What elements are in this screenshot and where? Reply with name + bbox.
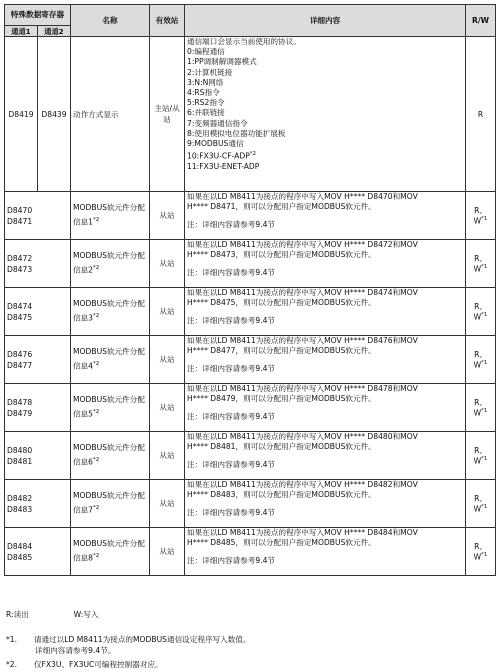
footnote-ref: *1 bbox=[481, 552, 488, 559]
footnote-ref: *1 bbox=[481, 312, 488, 319]
details-line: 如果在以LD M8411为接点的程序中写入MOV H**** D8482和MOV bbox=[187, 480, 418, 489]
rw-value: R bbox=[466, 37, 496, 192]
register-name: MODBUS软元件分配信息6$^{*2}$ bbox=[71, 432, 150, 480]
register-name: MODBUS软元件分配信息4$^{*2}$ bbox=[71, 336, 150, 384]
table-row bbox=[5, 192, 496, 240]
rw-value: R、$W^{*1}$ bbox=[466, 432, 496, 480]
footnote-1 bbox=[6, 634, 251, 645]
table-header-row bbox=[5, 5, 496, 26]
table-row bbox=[5, 288, 496, 336]
footnote-ref: *2 bbox=[249, 151, 257, 158]
details-line: H**** D8475，则可以分配用户指定MODBUS软元件。 bbox=[187, 298, 376, 308]
rw-value: R、$W^{*1}$ bbox=[466, 528, 496, 576]
details-line: 10:FX3U-CF-ADP$^{*2}$ bbox=[187, 151, 257, 161]
details-line: 7:变频器通信指令 bbox=[187, 118, 248, 128]
details-line: H**** D8483，则可以分配用户指定MODBUS软元件。 bbox=[187, 490, 376, 500]
register-ch1: D8480 bbox=[7, 445, 33, 455]
register-name: 动作方式显示 bbox=[71, 37, 150, 192]
details-note: 注：详细内容请参考9.4节 bbox=[187, 220, 276, 230]
details-line: 2:计算机链接 bbox=[187, 67, 233, 77]
details-line: 如果在以LD M8411为接点的程序中写入MOV H**** D8472和MOV bbox=[187, 240, 418, 249]
footnote-ref: *1 bbox=[481, 504, 488, 511]
register-ch1: D8476 bbox=[7, 349, 33, 359]
footnote-ref: *2 bbox=[93, 505, 100, 512]
register-ch2: D8483 bbox=[7, 504, 33, 514]
valid-station: 从站 bbox=[150, 432, 185, 480]
table-row bbox=[5, 37, 496, 192]
details-cell bbox=[185, 192, 466, 240]
register-ch1: D8478 bbox=[7, 397, 33, 407]
register-pair bbox=[5, 384, 71, 432]
header-name: 名称 bbox=[71, 5, 150, 37]
footnote-ref: *2 bbox=[93, 457, 100, 464]
details-note: 注：详细内容请参考9.4节 bbox=[187, 268, 276, 278]
register-pair bbox=[5, 480, 71, 528]
header-channel-2: 通道2 bbox=[38, 26, 71, 37]
register-ch2: D8485 bbox=[7, 552, 33, 562]
rw-value: R、$W^{*1}$ bbox=[466, 384, 496, 432]
rw-value: R、$W^{*1}$ bbox=[466, 192, 496, 240]
details-line: 8:使用模拟电位器功能扩展板 bbox=[187, 128, 286, 138]
register-ch1: D8474 bbox=[7, 301, 33, 311]
details-line: H**** D8485，则可以分配用户指定MODBUS软元件。 bbox=[187, 538, 376, 548]
register-name: MODBUS软元件分配信息1$^{*2}$ bbox=[71, 192, 150, 240]
details-line: 如果在以LD M8411为接点的程序中写入MOV H**** D8478和MOV bbox=[187, 384, 418, 393]
footnote-ref: *2 bbox=[93, 553, 100, 560]
rw-value: R、$W^{*1}$ bbox=[466, 288, 496, 336]
footnote-ref: *1 bbox=[481, 360, 488, 367]
details-line: 如果在以LD M8411为接点的程序中写入MOV H**** D8480和MOV bbox=[187, 432, 418, 441]
valid-station: 从站 bbox=[150, 288, 185, 336]
register-name: MODBUS软元件分配信息7$^{*2}$ bbox=[71, 480, 150, 528]
valid-station: 主站/从站 bbox=[150, 37, 185, 192]
details-note: 注：详细内容请参考9.4节 bbox=[187, 460, 276, 470]
details-cell bbox=[185, 384, 466, 432]
details-line: 9:MODBUS通信 bbox=[187, 139, 244, 149]
footnote-1-cont bbox=[35, 645, 115, 656]
details-note: 注：详细内容请参考9.4节 bbox=[187, 364, 276, 374]
details-cell bbox=[185, 336, 466, 384]
register-pair bbox=[5, 336, 71, 384]
register-name: MODBUS软元件分配信息2$^{*2}$ bbox=[71, 240, 150, 288]
register-ch2: D8479 bbox=[7, 408, 33, 418]
details-line: 如果在以LD M8411为接点的程序中写入MOV H**** D8484和MOV bbox=[187, 528, 418, 537]
special-register-table bbox=[4, 4, 496, 576]
footnote-ref: *2 bbox=[93, 265, 100, 272]
footnote-ref: *1 bbox=[481, 408, 488, 415]
details-line: 通信端口会显示当前使用的协议。 bbox=[187, 37, 301, 46]
rw-value: R、$W^{*1}$ bbox=[466, 480, 496, 528]
table-row bbox=[5, 240, 496, 288]
table-row bbox=[5, 480, 496, 528]
details-line: 如果在以LD M8411为接点的程序中写入MOV H**** D8476和MOV bbox=[187, 336, 418, 345]
table-row bbox=[5, 528, 496, 576]
details-line: 1:PP调制解调器模式 bbox=[187, 57, 257, 67]
register-name: MODBUS软元件分配信息3$^{*2}$ bbox=[71, 288, 150, 336]
register-ch1: D8482 bbox=[7, 493, 33, 503]
footnote-ref: *1 bbox=[481, 456, 488, 463]
table-row bbox=[5, 432, 496, 480]
header-rw: R/W bbox=[466, 5, 496, 37]
details-line: 4:RS指令 bbox=[187, 88, 220, 98]
valid-station: 从站 bbox=[150, 528, 185, 576]
details-line: H**** D8471，则可以分配用户指定MODBUS软元件。 bbox=[187, 202, 376, 212]
details-line: H**** D8479，则可以分配用户指定MODBUS软元件。 bbox=[187, 394, 376, 404]
valid-station: 从站 bbox=[150, 384, 185, 432]
footnote-ref: *2 bbox=[93, 217, 100, 224]
details-cell bbox=[185, 240, 466, 288]
footnote-2 bbox=[6, 659, 163, 670]
register-name: MODBUS软元件分配信息5$^{*2}$ bbox=[71, 384, 150, 432]
footnote-mark: *2. bbox=[6, 660, 18, 669]
details-note: 注：详细内容请参考9.4节 bbox=[187, 508, 276, 518]
details-line: H**** D8477，则可以分配用户指定MODBUS软元件。 bbox=[187, 346, 376, 356]
details-note: 注：详细内容请参考9.4节 bbox=[187, 316, 276, 326]
footnote-ref: *2 bbox=[93, 409, 100, 416]
register-ch2: D8477 bbox=[7, 360, 33, 370]
details-line: 如果在以LD M8411为接点的程序中写入MOV H**** D8474和MOV bbox=[187, 288, 418, 297]
register-ch2: D8481 bbox=[7, 456, 33, 466]
rw-value: R、$W^{*1}$ bbox=[466, 336, 496, 384]
register-ch1: D8470 bbox=[7, 205, 33, 215]
details-cell bbox=[185, 288, 466, 336]
legend-read: R:读出 bbox=[6, 610, 29, 619]
valid-station: 从站 bbox=[150, 336, 185, 384]
footnote-ref: *1 bbox=[481, 216, 488, 223]
details-cell bbox=[185, 528, 466, 576]
details-note: 注：详细内容请参考9.4节 bbox=[187, 556, 276, 566]
header-special-register: 特殊数据寄存器 bbox=[5, 5, 71, 26]
legend bbox=[6, 609, 98, 620]
footnote-text: 仅FX3U、FX3UC可编程控制器对应。 bbox=[33, 660, 163, 669]
register-pair bbox=[5, 432, 71, 480]
details-line: 11:FX3U-ENET-ADP bbox=[187, 161, 260, 171]
register-ch1: D8419 bbox=[5, 37, 38, 192]
valid-station: 从站 bbox=[150, 240, 185, 288]
footnote-text: 详细内容请参考9.4节。 bbox=[35, 646, 116, 655]
register-ch1: D8484 bbox=[7, 541, 33, 551]
details-line: H**** D8481，则可以分配用户指定MODBUS软元件。 bbox=[187, 442, 376, 452]
details-cell bbox=[185, 432, 466, 480]
register-ch1: D8472 bbox=[7, 253, 33, 263]
footnote-text: 请通过以LD M8411为接点的MODBUS通信设定程序写入数值。 bbox=[33, 635, 251, 644]
register-ch2: D8473 bbox=[7, 264, 33, 274]
register-ch2: D8439 bbox=[38, 37, 71, 192]
details-note: 注：详细内容请参考9.4节 bbox=[187, 412, 276, 422]
header-details: 详细内容 bbox=[185, 5, 466, 37]
details-line: 0:编程通信 bbox=[187, 47, 225, 57]
footnote-ref: *2 bbox=[93, 313, 100, 320]
footnote-mark: *1. bbox=[6, 635, 18, 644]
rw-value: R、$W^{*1}$ bbox=[466, 240, 496, 288]
legend-write: W:写入 bbox=[73, 610, 99, 619]
register-ch2: D8471 bbox=[7, 216, 33, 226]
table-row bbox=[5, 336, 496, 384]
register-pair bbox=[5, 192, 71, 240]
details-line: 6:并联链接 bbox=[187, 108, 225, 118]
details-line: H**** D8473，则可以分配用户指定MODBUS软元件。 bbox=[187, 250, 376, 260]
register-pair bbox=[5, 528, 71, 576]
details-line: 3:N:N网络 bbox=[187, 77, 224, 87]
footnote-ref: *2 bbox=[93, 361, 100, 368]
register-pair bbox=[5, 240, 71, 288]
register-name: MODBUS软元件分配信息8$^{*2}$ bbox=[71, 528, 150, 576]
modbus-rows bbox=[5, 192, 496, 576]
valid-station: 从站 bbox=[150, 192, 185, 240]
details-cell bbox=[185, 37, 466, 192]
details-line: 如果在以LD M8411为接点的程序中写入MOV H**** D8470和MOV bbox=[187, 192, 418, 201]
valid-station: 从站 bbox=[150, 480, 185, 528]
header-valid-station: 有效站 bbox=[150, 5, 185, 37]
register-pair bbox=[5, 288, 71, 336]
details-cell bbox=[185, 480, 466, 528]
footnote-ref: *1 bbox=[481, 264, 488, 271]
header-channel-1: 通道1 bbox=[5, 26, 38, 37]
details-line: 5:RS2指令 bbox=[187, 98, 225, 108]
register-ch2: D8475 bbox=[7, 312, 33, 322]
table-row bbox=[5, 384, 496, 432]
